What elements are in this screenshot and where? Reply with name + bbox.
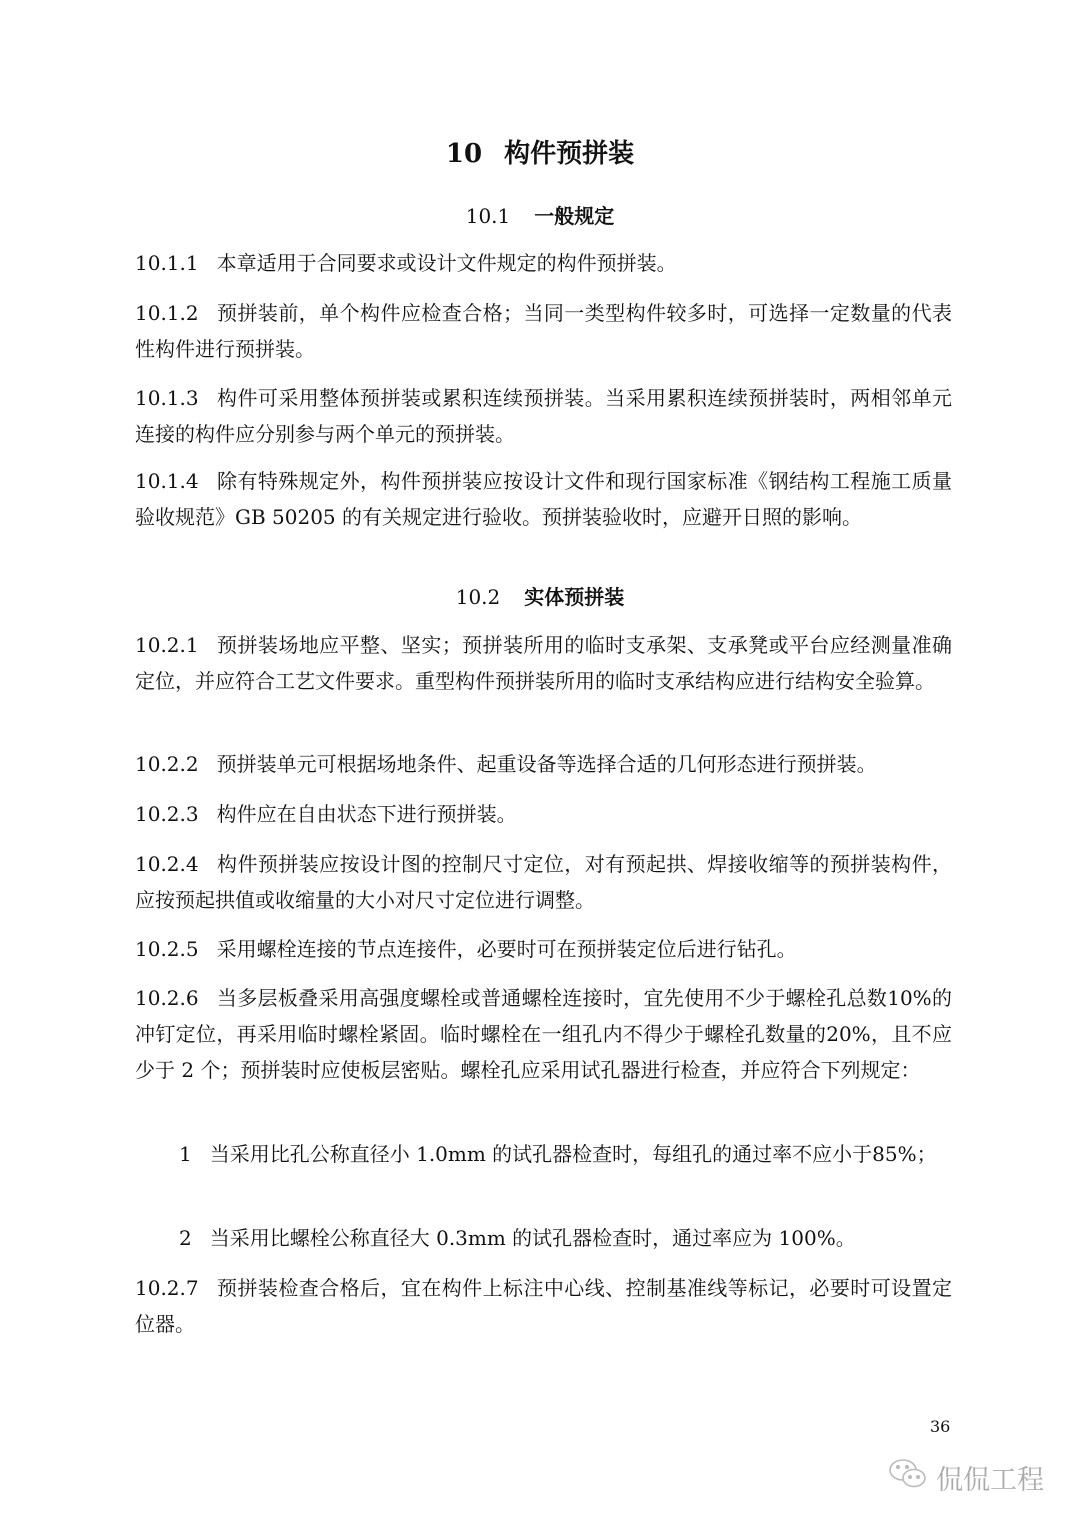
clause-text: 当多层板叠采用高强度螺栓或普通螺栓连接时，宜先使用不少于螺栓孔总数10%的冲钉定位，再采用临时螺栓紧固。临时螺栓在一组孔内不得少于螺栓孔数量的20%，且不应少于 2 个；预拼装时应使板层密贴。螺栓孔应采用试孔器进行检查，并应符合下列规定： xyxy=(135,986,952,1082)
clause-code: 10.1.4 xyxy=(135,469,199,493)
clause-10-2-1 xyxy=(135,627,952,699)
clause-10-2-7 xyxy=(135,1270,952,1342)
wechat-icon xyxy=(888,1457,928,1498)
clause-text: 构件应在自由状态下进行预拼装。 xyxy=(216,802,517,826)
clause-text: 预拼装单元可根据场地条件、起重设备等选择合适的几何形态进行预拼装。 xyxy=(216,752,877,776)
clause-code: 10.2.1 xyxy=(135,633,199,657)
clause-10-2-3 xyxy=(135,796,952,832)
clause-text: 除有特殊规定外，构件预拼装应按设计文件和现行国家标准《钢结构工程施工质量验收规范》GB 50205 的有关规定进行验收。预拼装验收时，应避开日照的影响。 xyxy=(135,469,952,529)
section-title: 一般规定 xyxy=(534,204,615,228)
clause-10-1-3 xyxy=(135,380,952,452)
section-heading-10-1 xyxy=(0,200,1080,229)
clause-10-1-1 xyxy=(135,245,952,281)
chapter-name: 构件预拼装 xyxy=(504,139,635,169)
clause-10-1-4 xyxy=(135,463,952,535)
section-number: 10.1 xyxy=(465,204,511,228)
clause-code: 10.2.7 xyxy=(135,1276,199,1300)
clause-code: 10.1.1 xyxy=(135,251,199,275)
section-title: 实体预拼装 xyxy=(524,585,625,609)
clause-10-2-4 xyxy=(135,846,952,918)
clause-code: 10.2.5 xyxy=(135,937,199,961)
clause-10-2-2 xyxy=(135,746,952,782)
clause-10-1-2 xyxy=(135,295,952,367)
item-number: 1 xyxy=(179,1142,192,1166)
clause-text: 构件可采用整体预拼装或累积连续预拼装。当采用累积连续预拼装时，两相邻单元连接的构件应分别参与两个单元的预拼装。 xyxy=(135,386,952,446)
clause-code: 10.2.6 xyxy=(135,986,199,1010)
clause-code: 10.2.4 xyxy=(135,852,199,876)
clause-code: 10.2.3 xyxy=(135,802,199,826)
clause-10-2-6 xyxy=(135,980,952,1088)
item-text: 当采用比孔公称直径小 1.0mm 的试孔器检查时，每组孔的通过率不应小于85%； xyxy=(209,1142,937,1166)
item-text: 当采用比螺栓公称直径大 0.3mm 的试孔器检查时，通过率应为 100%。 xyxy=(209,1226,856,1250)
clause-code: 10.1.2 xyxy=(135,301,199,325)
page-number: 36 xyxy=(930,1417,951,1436)
item-number: 2 xyxy=(179,1226,192,1250)
clause-text: 预拼装场地应平整、坚实；预拼装所用的临时支承架、支承凳或平台应经测量准确定位，并应符合工艺文件要求。重型构件预拼装所用的临时支承结构应进行结构安全验算。 xyxy=(135,633,952,693)
clause-10-2-5 xyxy=(135,931,952,967)
clause-text: 预拼装检查合格后，宜在构件上标注中心线、控制基准线等标记，必要时可设置定位器。 xyxy=(135,1276,952,1336)
list-item-2 xyxy=(135,1220,952,1256)
clause-code: 10.1.3 xyxy=(135,386,199,410)
section-heading-10-2 xyxy=(0,581,1080,610)
clause-text: 预拼装前，单个构件应检查合格；当同一类型构件较多时，可选择一定数量的代表性构件进行预拼装。 xyxy=(135,301,952,361)
chapter-title xyxy=(0,133,1080,170)
clause-text: 采用螺栓连接的节点连接件，必要时可在预拼装定位后进行钻孔。 xyxy=(216,937,797,961)
chapter-number: 10 xyxy=(445,139,483,169)
clause-text: 本章适用于合同要求或设计文件规定的构件预拼装。 xyxy=(216,251,677,275)
watermark xyxy=(888,1457,1044,1498)
list-item-1 xyxy=(135,1136,952,1172)
section-number: 10.2 xyxy=(455,585,501,609)
watermark-text: 侃侃工程 xyxy=(936,1465,1044,1496)
clause-code: 10.2.2 xyxy=(135,752,199,776)
clause-text: 构件预拼装应按设计图的控制尺寸定位，对有预起拱、焊接收缩等的预拼装构件，应按预起拱值或收缩量的大小对尺寸定位进行调整。 xyxy=(135,852,952,912)
